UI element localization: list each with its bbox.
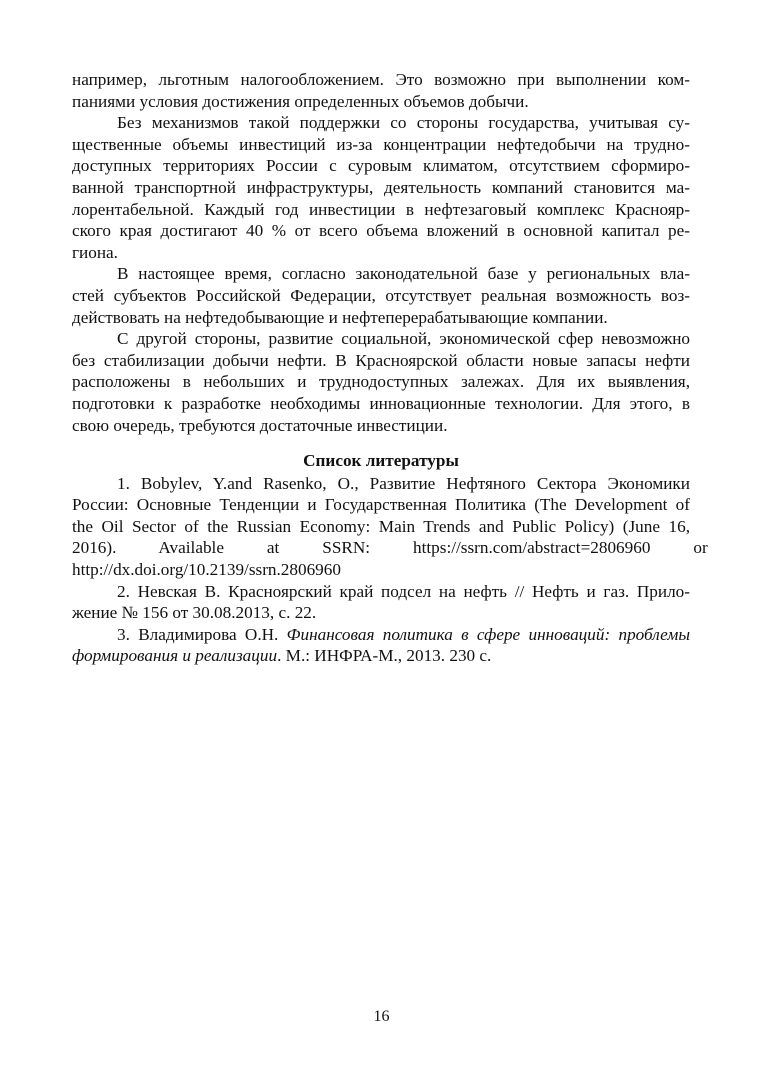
text-line	[72, 645, 690, 667]
ref-author: 3. Владимирова О.Н.	[117, 624, 287, 644]
text-line: например, льготным налогообложением. Это возможно при выполнении ком-	[72, 70, 690, 89]
text-line: the Oil Sector of the Russian Economy: Main Trends and Public Policy) (June 16,	[72, 516, 690, 536]
page-number: 16	[373, 1008, 390, 1025]
text-line: ванной транспортной инфраструктуры, деятельность компаний становится ма-	[72, 177, 690, 197]
text-line: без стабилизации добычи нефти. В Красноярской области новые запасы нефти	[72, 350, 690, 370]
paragraph-2	[72, 112, 690, 263]
text-line: свою очередь, требуются достаточные инвестиции.	[72, 415, 448, 435]
text-line: паниями условия достижения определенных объемов добычи.	[72, 91, 529, 111]
reference-3	[72, 624, 690, 667]
text-line: 2016). Available at SSRN: https://ssrn.com/abstract=2806960 or	[72, 538, 708, 558]
page-body	[72, 69, 708, 667]
ref-title: Финансовая политика в сфере инноваций: проблемы	[286, 624, 690, 644]
reference-2	[72, 581, 690, 624]
text-line	[72, 624, 690, 646]
text-line: расположены в небольших и труднодоступных залежах. Для их выявления,	[72, 372, 690, 392]
text-line: С другой стороны, развитие социальной, экономической сфер невозможно	[117, 329, 690, 349]
text-line: доступных территориях России с суровым климатом, отсутствием сформиро-	[72, 156, 690, 176]
ref-publisher: . М.: ИНФРА-М., 2013. 230 с.	[277, 646, 492, 666]
text-line: 2. Невская В. Красноярский край подсел на нефть // Нефть и газ. Прило-	[117, 581, 690, 601]
text-line: лорентабельной. Каждый год инвестиции в нефтезаговый комплекс Краснояр-	[72, 199, 690, 219]
text-line: В настоящее время, согласно законодательной базе у региональных вла-	[117, 264, 690, 284]
text-line: щественные объемы инвестиций из-за концентрации нефтедобычи на трудно-	[72, 134, 690, 154]
text-line: стей субъектов Российской Федерации, отсутствует реальная возможность воз-	[72, 285, 690, 305]
text-line: Без механизмов такой поддержки со стороны государства, учитывая су-	[117, 113, 690, 133]
text-line: 1. Bobylev, Y.and Rasenko, O., Развитие Нефтяного Сектора Экономики	[117, 473, 690, 493]
reference-1	[72, 473, 708, 581]
text-line: ского края достигают 40 % от всего объема вложений в основной капитал ре-	[72, 221, 690, 241]
text-line: жение № 156 от 30.08.2013, с. 22.	[72, 603, 317, 623]
text-line: России: Основные Тенденции и Государственная Политика (The Development of	[72, 495, 690, 515]
ref-title: формирования и реализации	[72, 646, 278, 666]
paragraph-4	[72, 328, 690, 436]
text-line: действовать на нефтедобывающие и нефтеперерабатывающие компании.	[72, 307, 608, 327]
text-line: гиона.	[72, 242, 118, 262]
references-heading: Список литературы	[303, 451, 459, 471]
text-line: подготовки к разработке необходимы инновационные технологии. Для этого, в	[72, 393, 690, 413]
reference-link[interactable]: http://dx.doi.org/10.2139/ssrn.2806960	[72, 560, 341, 580]
paragraph-1	[72, 69, 690, 112]
paragraph-3	[72, 263, 690, 328]
